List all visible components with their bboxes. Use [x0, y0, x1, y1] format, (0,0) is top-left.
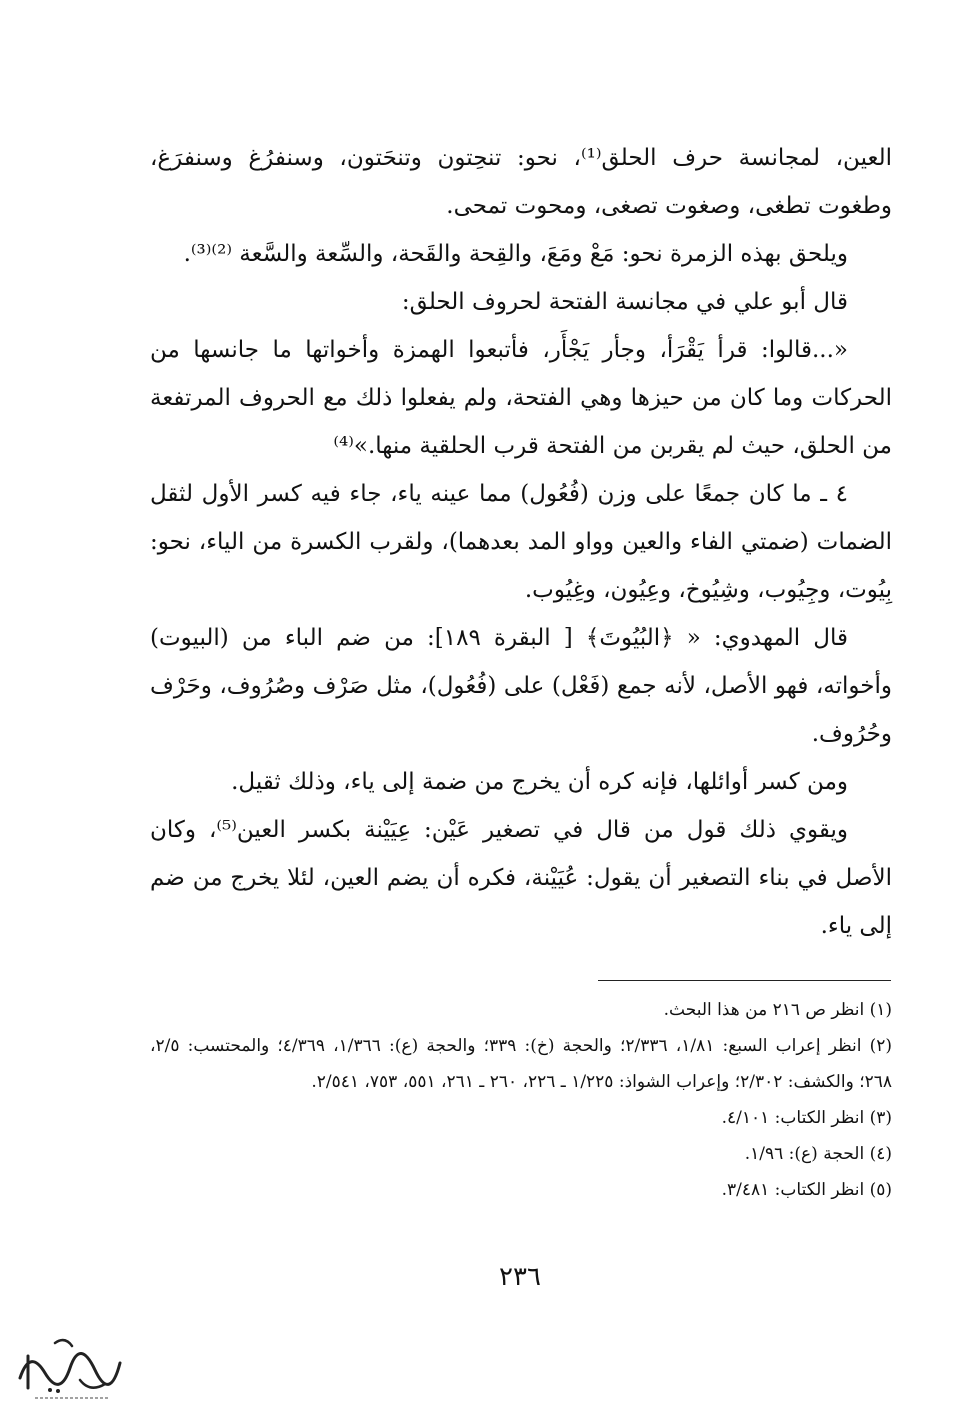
- calligraphy-stamp-icon: [10, 1318, 130, 1408]
- footnotes: [150, 992, 892, 1208]
- footnote-1: (١) انظر ص ٢١٦ من هذا البحث.: [663, 1000, 892, 1020]
- page-number: ٢٣٦: [499, 1262, 541, 1292]
- footnote-5: (٥) انظر الكتاب: ٣/٤٨١.: [721, 1180, 892, 1200]
- footnote-3: (٣) انظر الكتاب: ٤/١٠١.: [721, 1108, 892, 1128]
- footnote-divider: [598, 980, 891, 981]
- paragraph-1: العين، لمجانسة حرف الحلق⁽¹⁾، نحو: تنحِتون وتنحَتون، وسنفرُغ وسنفرَغ، وطغوت تطغى، وصغوت تصغى، ومحوت تمحى.: [150, 145, 893, 219]
- paragraph-4: ٤ ـ ما كان جمعًا على وزن (فُعُول) مما عينه ياء، جاء فيه كسر الأول لثقل الضمات (ضمتي الفاء والعين وواو المد بعدهما)، ولقرب الكسرة من الياء، نحو: بِيُوت، وجِيُوب، وشِيُوخ، وعِيُون، وغِيُوب.: [150, 481, 892, 603]
- footnote-2: (٢) انظر إعراب السبع: ١/٨١، ٢/٣٣٦؛ والحجة (خ): ٣٣٩؛ والحجة (ع): ١/٣٦٦، ٤/٣٦٩؛ والمحتسب: ٢/٥، ٢٦٨؛ والكشف: ٢/٣٠٢؛ وإعراب الشواذ: ١/٢٢٥ ـ ٢٢٦، ٢٦٠ ـ ٢٦١، ٥٥١، ٧٥٣، ٢/٥٤١.: [150, 1036, 893, 1092]
- main-text: [150, 134, 892, 950]
- paragraph-7: ويقوي ذلك قول من قال في تصغير عَيْن: عِيَيْنة بكسر العين⁽⁵⁾، وكان الأصل في بناء التصغير أن يقول: عُيَيْنة، فكره أن يضم العين، لئلا يخرج من ضم إلى ياء.: [150, 817, 892, 939]
- quote-paragraph: «...قالوا: قرأ يَقْرَأ، وجأر يَجْأَر، فأتبعوا الهمزة وأخواتها ما جانسها من الحركات وما كان من حيزها وهي الفتحة، ولم يفعلوا ذلك مع الحروف المرتفعة من الحلق، حيث لم يقربن من الفتحة قرب الحلقية منها.»⁽⁴⁾: [150, 337, 892, 459]
- paragraph-3: قال أبو علي في مجانسة الفتحة لحروف الحلق:: [401, 289, 848, 315]
- paragraph-5: قال المهدوي: « ﴿البُيُوتَ﴾ [ البقرة ١٨٩]: من ضم الباء من (البيوت) وأخواته، فهو الأصل، لأنه جمع (فَعْل) على (فُعُول)، مثل صَرْف وصُرُوف، وحَرْف وحُرُوف.: [150, 625, 892, 747]
- paragraph-6: ومن كسر أوائلها، فإنه كره أن يخرج من ضمة إلى ياء، وذلك ثقيل.: [231, 769, 848, 795]
- paragraph-2: ويلحق بهذه الزمرة نحو: مَعْ ومَعَ، والقِحة والقَحة، والسِّعة والسَّعة ⁽²⁾⁽³⁾.: [183, 241, 848, 267]
- footnote-4: (٤) الحجة (ع): ١/٩٦.: [744, 1144, 892, 1164]
